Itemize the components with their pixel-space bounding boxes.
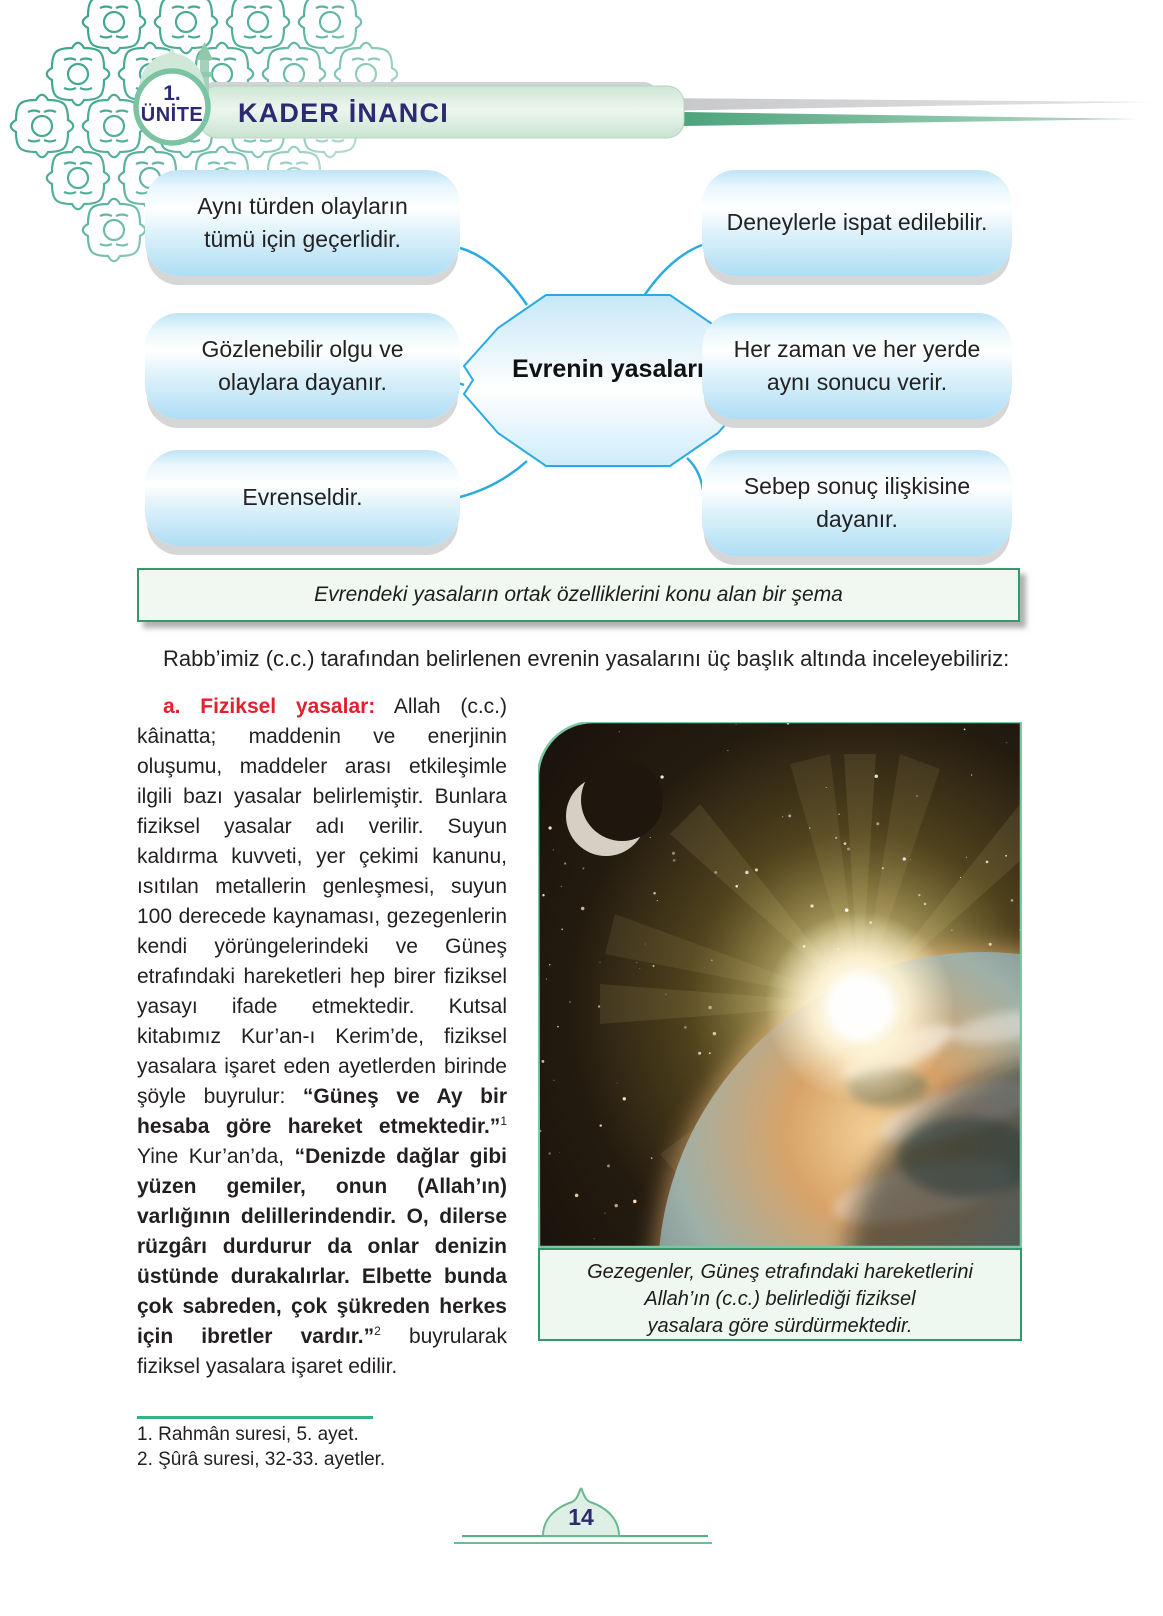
section-a-body-2: Yine Kur’an’da,	[137, 1145, 295, 1168]
figure-caption-line: Allah’ın (c.c.) belirlediği fiziksel	[644, 1288, 916, 1310]
universe-laws-diagram	[0, 165, 1163, 565]
diagram-center-label: Evrenin yasaları	[512, 355, 704, 383]
section-a-body-1: Allah (c.c.) kâinatta; maddenin ve enerjinin oluşumu, maddeler arası etkileşimle ilgili bazı yasalar belirlemiştir. Bunlara fiziksel yasalar adı verilir. Suyun kaldırma kuvveti, yer çekimi kanunu, ısıtılan metallerin genleşmesi, suyun 100 derecede kaynaması, gezegenlerin kendi yörüngelerindeki ve Güneş etrafındaki hareketleri hep birer fiziksel yasayı ifade etmektedir. Kutsal kitabımız Kur’an-ı Kerim’de, fiziksel yasalara işaret eden ayetlerden birinde şöyle buyrulur:	[137, 695, 507, 1108]
footnote-2: 2. Şûrâ suresi, 32-33. ayetler.	[137, 1449, 386, 1470]
section-a-column	[137, 692, 507, 1382]
figure-caption-line: Gezegenler, Güneş etrafındaki hareketlerini	[587, 1261, 973, 1283]
diagram-box-text: Gözlenebilir olgu ve olaylara dayanır.	[201, 335, 404, 395]
footnote-1: 1. Rahmân suresi, 5. ayet.	[137, 1424, 359, 1445]
figure-caption	[538, 1248, 1022, 1341]
footnote-ref-2: 2	[374, 1324, 381, 1338]
banner-green-tail	[684, 112, 1140, 126]
unit-number: 1.	[163, 82, 181, 105]
footnote-ref-1: 1	[500, 1114, 507, 1128]
diagram-box-text: Deneylerle ispat edilebilir.	[726, 209, 988, 236]
diagram-caption: Evrendeki yasaların ortak özelliklerini konu alan bir şema	[137, 568, 1020, 622]
diagram-box-right-3	[702, 450, 1012, 556]
figure-caption-line: yasalara göre sürdürmektedir.	[647, 1315, 913, 1337]
unit-label: ÜNİTE	[140, 104, 204, 126]
diagram-box-left-3	[145, 450, 460, 546]
diagram-box-right-1	[702, 170, 1012, 276]
diagram-box-text: Evrenseldir.	[242, 484, 363, 511]
section-a-heading: a. Fiziksel yasalar:	[163, 695, 376, 718]
page-number: 14	[568, 1504, 594, 1530]
diagram-box-text: Aynı türden olayların tümü için geçerlidir.	[197, 192, 408, 252]
space-planet-image	[538, 722, 1022, 1248]
footnote-divider	[137, 1416, 373, 1419]
diagram-box-text: Her zaman ve her yerde aynı sonucu verir.	[733, 335, 981, 395]
diagram-box-text: Sebep sonuç ilişkisine dayanır.	[743, 472, 971, 532]
section-a-body-3: buyrularak fiziksel yasalara işaret edilir.	[137, 1325, 507, 1378]
quote-1: “Güneş ve Ay bir hesaba göre hareket etmektedir.”	[137, 1085, 507, 1138]
quote-2: “Denizde dağlar gibi yüzen gemiler, onun (Allah’ın) varlığının delillerindendir. O, dilerse rüzgârı durdurur da onlar denizin üstünde durakalırlar. Elbette bunda çok sabreden, çok şükreden herkes için ibretler vardır.”	[137, 1145, 508, 1348]
intro-paragraph: Rabb’imiz (c.c.) tarafından belirlenen evrenin yasalarını üç başlık altında inceleyebiliriz:	[163, 646, 1010, 671]
page-title: KADER İNANCI	[238, 98, 449, 128]
diagram-box-left-2	[145, 313, 460, 419]
banner-gray-tail	[650, 98, 1152, 111]
section-a-paragraph	[137, 692, 507, 1382]
diagram-box-left-1	[145, 170, 460, 276]
